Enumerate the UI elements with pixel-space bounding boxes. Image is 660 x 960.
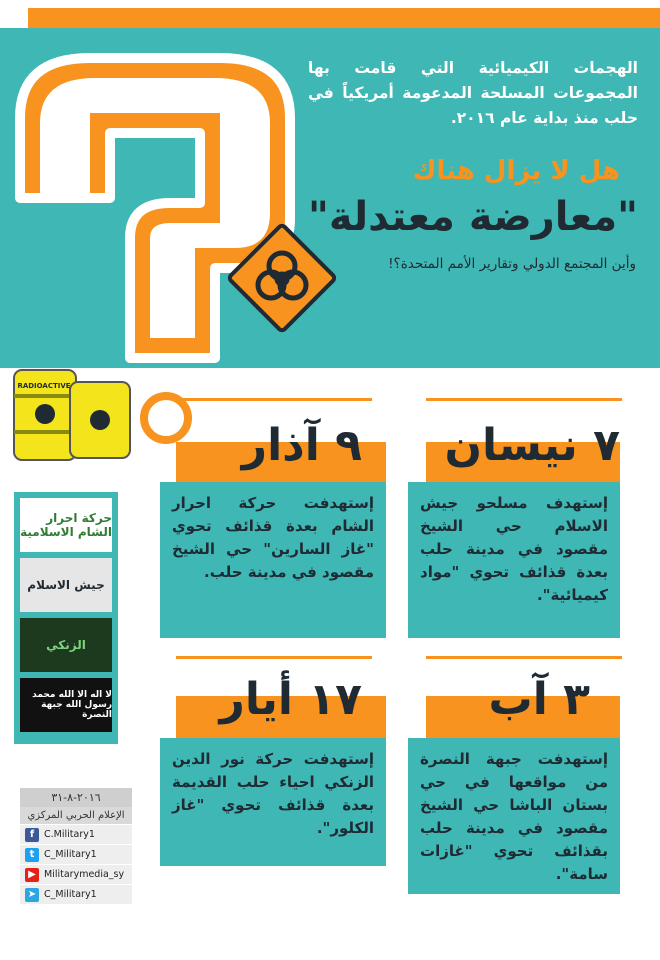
contact-handle: C_Military1 [44, 889, 97, 900]
contact-handle: Militarymedia_sy [44, 869, 125, 880]
date-line [426, 398, 622, 401]
event-date: ١٧ أيار [219, 674, 362, 725]
date-line [176, 656, 372, 659]
biohazard-icon [222, 218, 342, 338]
contact-handle: C.Military1 [44, 829, 95, 840]
event-card: إستهدف مسلحو جيش الاسلام حي الشيخ مقصود في مدينة حلب بعدة قذائف تحوي "مواد كيميائية". [408, 482, 620, 638]
contact-handle: C_Military1 [44, 849, 97, 860]
twitter-icon: t [25, 848, 39, 862]
barrel-label: RADIOACTIVE [17, 382, 71, 390]
event-card: إستهدفت حركة نور الدين الزنكي احياء حلب القديمة بعدة قذائف تحوي "غاز الكلور". [160, 738, 386, 866]
contact-row[interactable] [20, 885, 132, 905]
group-logos [14, 492, 118, 744]
date-line [426, 656, 622, 659]
event-card: إستهدفت حركة احرار الشام بعدة قذائف تحوي "غاز السارين" حي الشيخ مقصود في مدينة حلب. [160, 482, 386, 638]
ahrar-al-sham-logo: حركة احرار الشام الاسلامية [20, 498, 112, 552]
top-orange-bar [28, 8, 660, 28]
contact-box [20, 788, 132, 905]
moderate-opposition-title: "معارضة معتدلة" [308, 194, 638, 240]
facebook-icon: f [25, 828, 39, 842]
youtube-icon: ▶ [25, 868, 39, 882]
contact-row[interactable] [20, 825, 132, 845]
international-question: وأين المجتمع الدولي وتقارير الأمم المتحدة؟! [388, 256, 636, 272]
date-line [176, 398, 372, 401]
event-date: ٧ نيسان [444, 420, 620, 471]
contact-row[interactable] [20, 865, 132, 885]
event-card: إستهدفت جبهة النصرة من مواقعها في حي بستان الباشا حي الشيخ مقصود في مدينة حلب بقذائف تحوي "غازات سامة". [408, 738, 620, 894]
intro-text: الهجمات الكيميائية التي قامت بها المجموعات المسلحة المدعومة أمريكياً في حلب منذ بداية عام ٢٠١٦. [308, 59, 638, 127]
question-headline: هل لا يزال هناك [412, 156, 620, 186]
organization-name: الإعلام الحربي المركزي [20, 807, 132, 825]
radioactive-barrels-image [8, 364, 148, 464]
zenki-logo: الزنكي [20, 618, 112, 672]
telegram-icon: ➤ [25, 888, 39, 902]
publish-date: ٢٠١٦-٨-٣١ [20, 788, 132, 807]
contact-row[interactable] [20, 845, 132, 865]
jaish-al-islam-logo: جيش الاسلام [20, 558, 112, 612]
event-date: ٩ آذار [241, 420, 362, 471]
nusra-front-logo: لا اله الا الله محمد رسول الله جبهة النصرة [20, 678, 112, 732]
hero-section [0, 28, 660, 368]
event-date: ٣ آب [488, 674, 590, 725]
